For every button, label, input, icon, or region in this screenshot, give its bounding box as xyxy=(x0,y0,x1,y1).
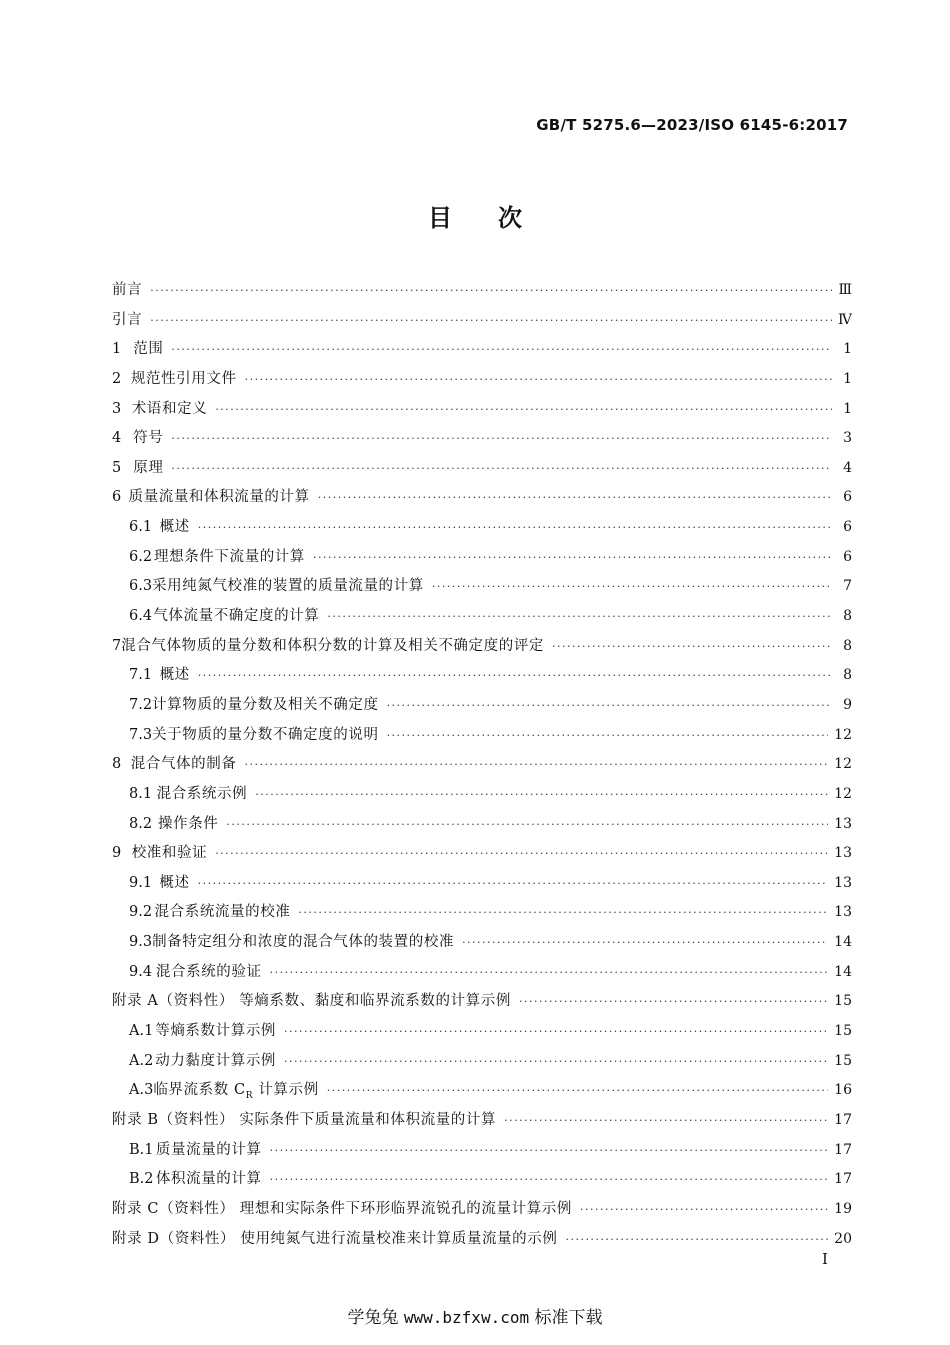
toc-entry-label-subscript: R xyxy=(245,1091,254,1102)
toc-entry-number: 2 xyxy=(112,370,122,387)
toc-entry[interactable] xyxy=(112,1076,852,1106)
toc-entry-number: 9.4 xyxy=(129,963,153,980)
toc-leader-dots xyxy=(504,1106,828,1136)
toc-leader-dots xyxy=(215,839,828,869)
toc-entry[interactable] xyxy=(112,1106,852,1136)
table-of-contents xyxy=(112,276,852,1254)
toc-entry-label-suffix: 计算示例 xyxy=(253,1082,319,1099)
toc-entry[interactable] xyxy=(112,276,852,306)
toc-leader-dots xyxy=(387,691,832,721)
toc-entry-number: 3 xyxy=(112,400,122,417)
toc-entry-number: 9.1 xyxy=(129,874,153,891)
toc-entry-number: 6 xyxy=(112,489,122,506)
toc-entry-page: 17 xyxy=(834,1171,852,1188)
toc-leader-dots xyxy=(244,750,828,780)
toc-entry-label-text: 范围 xyxy=(133,341,164,358)
footer-url[interactable]: www.bzfxw.com xyxy=(403,1308,530,1327)
toc-entry[interactable] xyxy=(112,365,852,395)
toc-entry[interactable] xyxy=(112,928,852,958)
toc-entry-page: 15 xyxy=(834,1052,852,1069)
toc-entry-label xyxy=(155,1047,276,1077)
toc-leader-dots xyxy=(552,632,832,662)
toc-entry-number: 8 xyxy=(112,756,122,773)
toc-entry-number: 4 xyxy=(112,430,122,447)
toc-entry-page: 12 xyxy=(834,726,852,743)
toc-entry-label-text: 混合气体物质的量分数和体积分数的计算及相关不确定度的评定 xyxy=(121,637,545,654)
toc-leader-dots xyxy=(150,306,832,336)
toc-entry-label xyxy=(131,365,237,395)
toc-entry-label xyxy=(112,1225,557,1255)
toc-entry[interactable] xyxy=(112,1017,852,1047)
toc-entry-label-text: 动力黏度计算示例 xyxy=(155,1052,277,1069)
toc-entry-page: 7 xyxy=(843,578,852,595)
toc-entry-label-text: 混合系统流量的校准 xyxy=(154,904,291,921)
toc-entry-page: 13 xyxy=(834,815,852,832)
toc-entry[interactable] xyxy=(112,632,852,662)
toc-entry[interactable] xyxy=(112,987,852,1017)
toc-entry[interactable] xyxy=(112,572,852,602)
toc-entry-label-text: 混合系统示例 xyxy=(156,785,248,802)
toc-entry-page: 20 xyxy=(834,1230,852,1247)
toc-entry-number: 5 xyxy=(112,459,122,476)
toc-entry[interactable] xyxy=(112,661,852,691)
toc-entry-page: 4 xyxy=(843,459,852,476)
toc-entry-page: 1 xyxy=(843,370,852,387)
toc-entry[interactable] xyxy=(112,513,852,543)
toc-entry-label-text: 前言 xyxy=(112,282,143,298)
page-number: I xyxy=(822,1250,828,1268)
toc-entry-label-text: 制备特定组分和浓度的混合气体的装置的校准 xyxy=(152,934,455,951)
toc-entry-page: 8 xyxy=(843,608,852,625)
toc-entry-number: 1 xyxy=(112,341,122,358)
toc-entry-label-text: 校准和验证 xyxy=(131,845,208,862)
toc-entry-label xyxy=(152,721,379,751)
toc-entry[interactable] xyxy=(112,780,852,810)
toc-leader-dots xyxy=(150,276,832,306)
toc-entry-label-text: 混合气体的制备 xyxy=(130,756,237,773)
toc-entry-page: 6 xyxy=(843,548,852,565)
toc-entry-label xyxy=(159,869,189,899)
toc-entry-number: 6.3 xyxy=(129,578,153,595)
toc-entry[interactable] xyxy=(112,869,852,899)
toc-entry-label xyxy=(112,987,511,1017)
footer-site-name: 学兔兔 xyxy=(347,1308,399,1328)
toc-leader-dots xyxy=(462,928,828,958)
toc-leader-dots xyxy=(171,335,832,365)
toc-entry[interactable] xyxy=(112,898,852,928)
toc-entry-page: 12 xyxy=(834,785,852,802)
toc-entry-label-text: 混合系统的验证 xyxy=(155,963,262,980)
toc-entry-page: Ⅲ xyxy=(838,282,852,298)
toc-leader-dots xyxy=(270,958,829,988)
toc-entry-label-text: 气体流量不确定度的计算 xyxy=(153,608,320,625)
toc-entry-page: 15 xyxy=(834,993,852,1010)
toc-entry-label-text: 操作条件 xyxy=(158,815,219,832)
toc-leader-dots xyxy=(387,721,829,751)
toc-entry[interactable] xyxy=(112,810,852,840)
toc-entry-label xyxy=(155,1017,276,1047)
toc-entry-number: 8.1 xyxy=(129,785,153,802)
toc-entry-label xyxy=(155,898,291,928)
toc-entry-label-text: 关于物质的量分数不确定度的说明 xyxy=(152,726,379,743)
toc-entry-page: 1 xyxy=(843,400,852,417)
toc-entry-label xyxy=(152,928,454,958)
toc-entry-label xyxy=(112,276,142,306)
toc-leader-dots xyxy=(198,661,832,691)
toc-entry-number: 7.3 xyxy=(129,726,153,743)
toc-entry-page: Ⅳ xyxy=(838,311,852,328)
toc-entry-label-text: 符号 xyxy=(133,430,164,447)
toc-entry-label xyxy=(112,306,142,336)
toc-entry-label xyxy=(156,1165,262,1195)
toc-leader-dots xyxy=(198,869,829,899)
toc-entry-label xyxy=(133,424,163,454)
toc-entry-label-text: 附录 D（资料性） 使用纯氮气进行流量校准来计算质量流量的示例 xyxy=(112,1230,558,1247)
toc-entry[interactable] xyxy=(112,543,852,573)
toc-entry-label xyxy=(132,839,208,869)
toc-entry-label-text: 附录 B（资料性） 实际条件下质量流量和体积流量的计算 xyxy=(112,1111,497,1128)
toc-entry[interactable] xyxy=(112,335,852,365)
toc-entry-page: 8 xyxy=(843,637,852,654)
toc-entry-label xyxy=(160,513,190,543)
toc-leader-dots xyxy=(270,1165,829,1195)
toc-leader-dots xyxy=(245,365,832,395)
toc-entry[interactable] xyxy=(112,395,852,425)
toc-entry-label-text: 概述 xyxy=(159,519,190,536)
toc-leader-dots xyxy=(298,898,828,928)
toc-entry-label-text: 原理 xyxy=(133,459,164,476)
toc-entry-label xyxy=(112,1195,572,1225)
toc-entry[interactable] xyxy=(112,721,852,751)
toc-entry[interactable] xyxy=(112,424,852,454)
toc-entry-label-text: 附录 C（资料性） 理想和实际条件下环形临界流锐孔的流量计算示例 xyxy=(112,1200,573,1217)
toc-entry-label-text: 概述 xyxy=(159,667,190,684)
toc-entry-label xyxy=(156,1136,262,1166)
toc-entry-label-text: 概述 xyxy=(159,874,190,891)
toc-entry-label xyxy=(156,958,262,988)
toc-entry-number: A.2 xyxy=(129,1052,154,1069)
toc-entry-number: 7 xyxy=(112,637,122,654)
toc-leader-dots xyxy=(327,602,832,632)
toc-entry-number: 9.3 xyxy=(129,934,153,951)
toc-leader-dots xyxy=(432,572,832,602)
toc-entry-label-text: 理想条件下流量的计算 xyxy=(154,548,305,565)
toc-entry[interactable] xyxy=(112,483,852,513)
toc-leader-dots xyxy=(318,483,832,513)
toc-entry-label xyxy=(152,691,379,721)
toc-entry-page: 3 xyxy=(843,430,852,447)
toc-entry-label-text: 引言 xyxy=(112,311,143,328)
toc-entry-page: 17 xyxy=(834,1141,852,1158)
toc-entry-page: 19 xyxy=(834,1200,852,1217)
toc-entry-page: 17 xyxy=(834,1111,852,1128)
toc-entry-number: A.1 xyxy=(129,1023,154,1040)
toc-entry-label-text: 规范性引用文件 xyxy=(130,370,237,387)
toc-leader-dots xyxy=(313,543,832,573)
standard-code-header: GB/T 5275.6—2023/ISO 6145-6:2017 xyxy=(536,116,848,134)
toc-leader-dots xyxy=(226,810,828,840)
toc-leader-dots xyxy=(284,1017,828,1047)
toc-entry-number: B.2 xyxy=(129,1171,154,1188)
toc-entry[interactable] xyxy=(112,1165,852,1195)
toc-entry-number: 9.2 xyxy=(129,904,153,921)
toc-entry-label xyxy=(152,572,424,602)
toc-leader-dots xyxy=(270,1136,829,1166)
toc-entry-number: A.3 xyxy=(129,1082,154,1099)
page-title: 目次 xyxy=(428,204,568,232)
toc-entry-number: 6.2 xyxy=(129,548,153,565)
toc-entry-page: 6 xyxy=(843,489,852,506)
toc-entry-label xyxy=(153,602,319,632)
toc-entry-label-text: 等熵系数计算示例 xyxy=(155,1023,277,1040)
toc-entry-page: 13 xyxy=(834,845,852,862)
toc-entry-page: 6 xyxy=(843,519,852,536)
toc-entry-label-text: 质量流量的计算 xyxy=(155,1141,262,1158)
toc-entry[interactable] xyxy=(112,958,852,988)
toc-entry[interactable] xyxy=(112,454,852,484)
toc-leader-dots xyxy=(327,1076,828,1106)
toc-leader-dots xyxy=(255,780,828,810)
toc-entry-label xyxy=(121,632,544,662)
toc-leader-dots xyxy=(519,987,828,1017)
toc-leader-dots xyxy=(171,454,832,484)
toc-entry-label-text: 计算物质的量分数及相关不确定度 xyxy=(152,696,379,713)
toc-entry-page: 15 xyxy=(834,1023,852,1040)
toc-entry-label xyxy=(158,810,218,840)
toc-entry-number: 9 xyxy=(112,845,122,862)
toc-leader-dots xyxy=(580,1195,828,1225)
toc-entry-number: 7.1 xyxy=(129,667,153,684)
toc-entry-page: 9 xyxy=(843,696,852,713)
toc-leader-dots xyxy=(171,424,832,454)
toc-entry-label xyxy=(157,780,248,810)
toc-entry-page: 13 xyxy=(834,904,852,921)
toc-entry[interactable] xyxy=(112,306,852,336)
toc-leader-dots xyxy=(215,395,832,425)
toc-entry-page: 16 xyxy=(834,1082,852,1099)
watermark-footer xyxy=(0,1303,950,1328)
toc-entry-label-text: 术语和定义 xyxy=(131,400,208,417)
toc-entry-label-text: 体积流量的计算 xyxy=(155,1171,262,1188)
toc-entry[interactable] xyxy=(112,1136,852,1166)
toc-entry-label xyxy=(160,661,190,691)
toc-entry-label-text: 质量流量和体积流量的计算 xyxy=(128,489,310,506)
toc-entry-page: 13 xyxy=(834,874,852,891)
toc-entry-label xyxy=(131,750,237,780)
toc-entry-number: B.1 xyxy=(129,1141,154,1158)
toc-entry-number: 6.1 xyxy=(129,519,153,536)
toc-entry[interactable] xyxy=(112,839,852,869)
toc-entry[interactable] xyxy=(112,602,852,632)
toc-leader-dots xyxy=(565,1225,828,1255)
toc-entry[interactable] xyxy=(112,1195,852,1225)
toc-entry-number: 8.2 xyxy=(129,815,153,832)
toc-entry-label-text: 附录 A（资料性） 等熵系数、黏度和临界流系数的计算示例 xyxy=(112,993,511,1010)
toc-entry-label xyxy=(132,395,208,425)
toc-entry-label xyxy=(133,454,163,484)
toc-entry-label xyxy=(112,1106,496,1136)
toc-entry-number: 6.4 xyxy=(129,608,153,625)
toc-entry[interactable] xyxy=(112,691,852,721)
toc-entry-page: 14 xyxy=(834,934,852,951)
toc-entry-page: 14 xyxy=(834,963,852,980)
toc-entry-label-text: 采用纯氮气校准的装置的质量流量的计算 xyxy=(152,578,424,595)
toc-leader-dots xyxy=(198,513,832,543)
footer-tagline: 标准下载 xyxy=(534,1308,603,1328)
toc-entry-label-text: 临界流系数 C xyxy=(153,1082,246,1099)
toc-leader-dots xyxy=(284,1047,828,1077)
toc-entry[interactable] xyxy=(112,750,852,780)
toc-entry-page: 8 xyxy=(843,667,852,684)
toc-entry-label xyxy=(154,543,305,573)
toc-entry-page: 12 xyxy=(834,756,852,773)
toc-entry-label xyxy=(133,335,163,365)
toc-entry-label xyxy=(129,483,310,513)
toc-entry[interactable] xyxy=(112,1225,852,1255)
toc-entry-page: 1 xyxy=(843,341,852,358)
toc-entry-number: 7.2 xyxy=(129,696,153,713)
toc-entry[interactable] xyxy=(112,1047,852,1077)
